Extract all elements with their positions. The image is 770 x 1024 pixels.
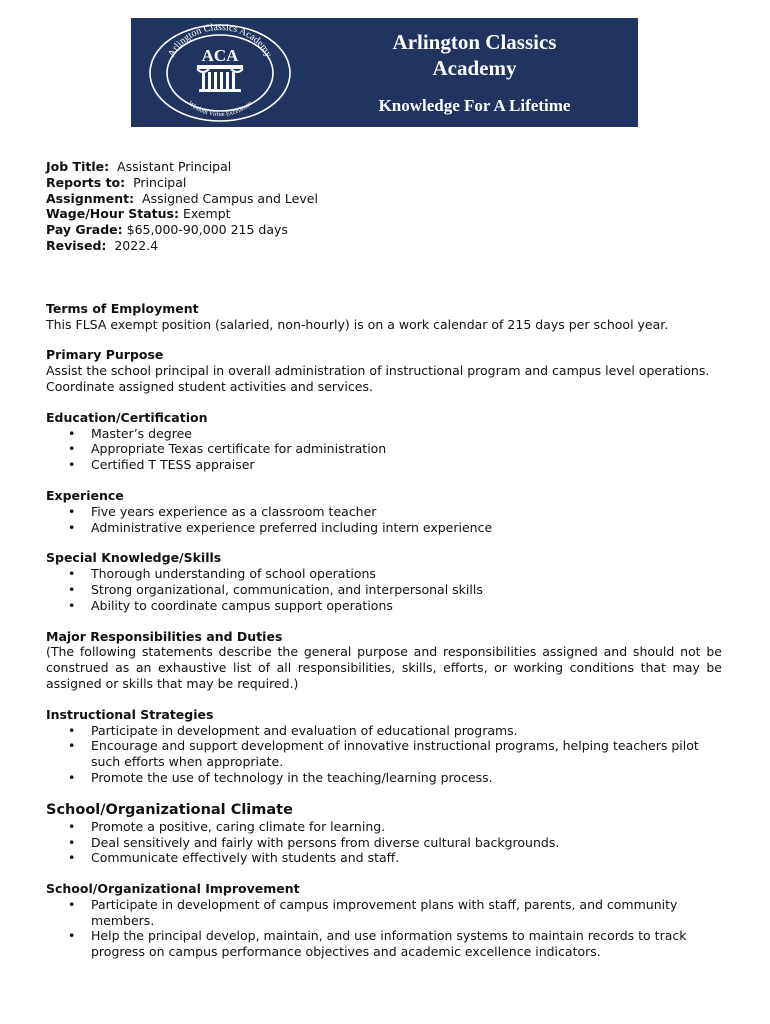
list-item: • Promote a positive, caring climate for learning.	[68, 818, 386, 834]
section-heading: School/Organizational Improvement	[46, 881, 300, 897]
school-motto: Knowledge For A Lifetime	[378, 96, 571, 115]
climate-section	[46, 801, 722, 866]
list-item: • Encourage and support development of innovative instructional programs, helping teachers pilot such efforts when appropriate.	[68, 738, 699, 770]
seal-bottom-text: Wisdom Virtue Excellence	[186, 100, 254, 119]
bullet-list	[46, 897, 722, 960]
section-heading: Instructional Strategies	[46, 706, 214, 722]
svg-text:Wisdom Virtue Excellence	[187, 100, 253, 118]
section-text: Assist the school principal in overall administration of instructional program and campus level operations. Coordinate assigned student activities and services.	[46, 363, 710, 394]
list-item: • Deal sensitively and fairly with persons from diverse cultural backgrounds.	[68, 834, 560, 850]
education-section	[46, 410, 722, 473]
list-item: • Strong organizational, communication, and interpersonal skills	[68, 581, 483, 597]
bullet-list	[46, 426, 722, 473]
list-item: • Certified T TESS appraiser	[68, 457, 255, 473]
reports-to-line: Reports to: Principal	[46, 174, 187, 190]
list-item: • Master’s degree	[68, 425, 192, 441]
section-heading: Terms of Employment	[46, 300, 199, 316]
list-item: • Thorough understanding of school operations	[68, 566, 376, 582]
experience-section	[46, 488, 722, 535]
list-item: • Communicate effectively with students and staff.	[68, 850, 400, 866]
list-item: • Ability to coordinate campus support operations	[68, 597, 393, 613]
bullet-list	[46, 566, 722, 613]
list-item: • Promote the use of technology in the teaching/learning process.	[68, 769, 493, 785]
school-name-line1: Arlington Classics	[392, 30, 557, 54]
terms-section	[46, 301, 722, 333]
section-heading: Experience	[46, 487, 124, 503]
skills-section	[46, 550, 722, 613]
job-description	[46, 159, 722, 975]
duties-section	[46, 629, 722, 692]
bullet-list	[46, 723, 722, 786]
list-item: • Help the principal develop, maintain, and use information systems to maintain records to track progress on campus performance objectives and academic excellence indicators.	[68, 928, 687, 960]
bullet-list	[46, 819, 722, 866]
section-text: (The following statements describe the general purpose and responsibilities assigned and should not be construed as an exhaustive list of all responsibilities, skills, efforts, or working conditions that may be assigned or skills that may be required.)	[46, 644, 722, 691]
school-banner	[131, 18, 638, 127]
instructional-section	[46, 707, 722, 786]
seal-ring-text: Arlington Classics Academy	[166, 23, 274, 60]
list-item: • Participate in development and evaluation of educational programs.	[68, 722, 518, 738]
list-item: • Administrative experience preferred including intern experience	[68, 519, 493, 535]
list-item: • Five years experience as a classroom teacher	[68, 503, 377, 519]
revised-line: Revised: 2022.4	[46, 237, 159, 253]
school-name-line2: Academy	[432, 56, 517, 80]
section-heading: Primary Purpose	[46, 347, 164, 363]
wage-status-line: Wage/Hour Status: Exempt	[46, 206, 231, 222]
section-heading: Education/Certification	[46, 409, 208, 425]
school-seal-logo	[147, 23, 293, 123]
improvement-section	[46, 881, 722, 960]
job-summary	[46, 159, 722, 254]
list-item: • Appropriate Texas certificate for administration	[68, 441, 387, 457]
list-item: • Participate in development of campus improvement plans with staff, parents, and community members.	[68, 896, 678, 928]
section-heading: School/Organizational Climate	[46, 801, 293, 818]
purpose-section	[46, 347, 722, 394]
pay-grade-line: Pay Grade: $65,000-90,000 215 days	[46, 222, 288, 238]
seal-initials: ACA	[201, 46, 239, 65]
bullet-list	[46, 504, 722, 536]
assignment-line: Assignment: Assigned Campus and Level	[46, 190, 318, 206]
section-text: This FLSA exempt position (salaried, non-hourly) is on a work calendar of 215 days per school year.	[46, 316, 669, 332]
section-heading: Special Knowledge/Skills	[46, 550, 222, 566]
job-title-line: Job Title: Assistant Principal	[46, 159, 232, 174]
section-heading: Major Responsibilities and Duties	[46, 628, 283, 644]
